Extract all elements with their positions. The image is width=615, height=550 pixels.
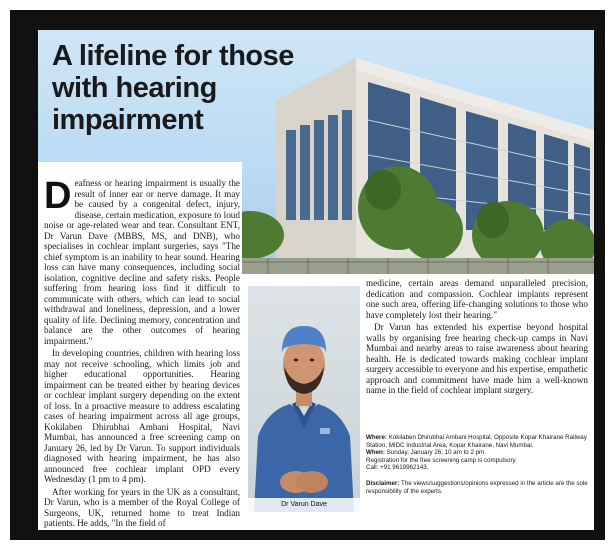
paragraph-4: medicine, certain areas demand unparalleled precision, dedication and compassion. Cochlear implants represent one such area, offering life-changing solutions to those who have completely lost their hearing."	[366, 278, 588, 320]
article-column-2	[366, 278, 588, 398]
call-number: Call: +91 9619962143.	[366, 464, 429, 472]
disclaimer-label: Disclaimer:	[366, 479, 400, 487]
photo-caption: Dr Varun Dave	[248, 498, 360, 512]
paragraph-3: After working for years in the UK as a consultant, Dr Varun, who is a member of the Royal College of Surgeons, UK, returned home to treat Indian patients. He adds, "In the field of	[44, 486, 240, 528]
lead-paragraph	[44, 175, 240, 346]
article-headline: A lifeline for those with hearing impairment	[52, 40, 294, 136]
event-where	[366, 434, 588, 449]
paragraph-5: Dr Varun has extended his expertise beyond hospital walls by organising free hearing check-up camps in Navi Mumbai and nearby areas to raise awareness about hearing health. He is dedicated towards making cochlear implant surgery accessible to everyone and his expertise, empathetic approach and commitment have made him a well-known name in the field of cochlear implant surgery.	[366, 322, 588, 395]
article-column-1	[44, 175, 240, 530]
event-info-box	[366, 434, 588, 495]
doctor-photo	[248, 286, 360, 512]
newspaper-clipping	[38, 30, 594, 530]
lead-text: eafness or hearing impairment is usually the result of inner ear or nerve damage. It may be caused by a congenital defect, injury, disease, certain medication, exposure to loud noise or age-related wear and tear. Consultant ENT, Dr Varun Dave (MBBS, MS, and DNB), who specialises in cochlear implant surgeries, says "The chief symptom is an inability to hear sound. Hearing loss can have many consequences, including social isolation, cognitive decline and safety risks. People suffering from hearing loss find it difficult to communicate with others, which can lead to social withdrawal and loneliness, depression, and a lower quality of life. Declining memory, concentration and balance are the other outcomes of hearing impairment."	[44, 178, 240, 346]
paragraph-2: In developing countries, children with hearing loss may not receive schooling, which limits job and higher educational opportunities. Hearing impairment can be treated either by hearing devices or cochlear implant surgery depending on the extent of loss. In a proactive measure to address escalating cases of hearing impairment across all age groups, Kokilaben Dhirubhai Ambani Hospital, Navi Mumbai, has announced a free screening camp on January 26, led by Dr Varun. To support individuals diagnosed with hearing impairment, he has also announced free cochlear implant OPD every Wednesday (1 pm to 4 pm).	[44, 348, 240, 484]
clipping-frame	[10, 10, 605, 540]
when-text: Sunday, January 26, 10 am to 2 pm.	[386, 449, 486, 457]
when-label: When:	[366, 449, 385, 457]
where-label: Where:	[366, 434, 387, 441]
where-text: Kokilaben Dhirubhai Ambani Hospital, Opposite Kopar Khairane Railway Station, MIDC Industrial Area, Kopar Khairane, Navi Mumbai.	[366, 434, 587, 449]
disclaimer	[366, 480, 588, 495]
doctor-portrait-illustration	[248, 286, 360, 512]
drop-cap: D	[44, 175, 72, 217]
disclaimer-text: The views/suggestions/opinions expressed in the article are the sole responsibility of the experts.	[366, 479, 588, 495]
event-when	[366, 449, 588, 457]
registration-note: Registration for the free screening camp is compulsory.	[366, 456, 517, 464]
